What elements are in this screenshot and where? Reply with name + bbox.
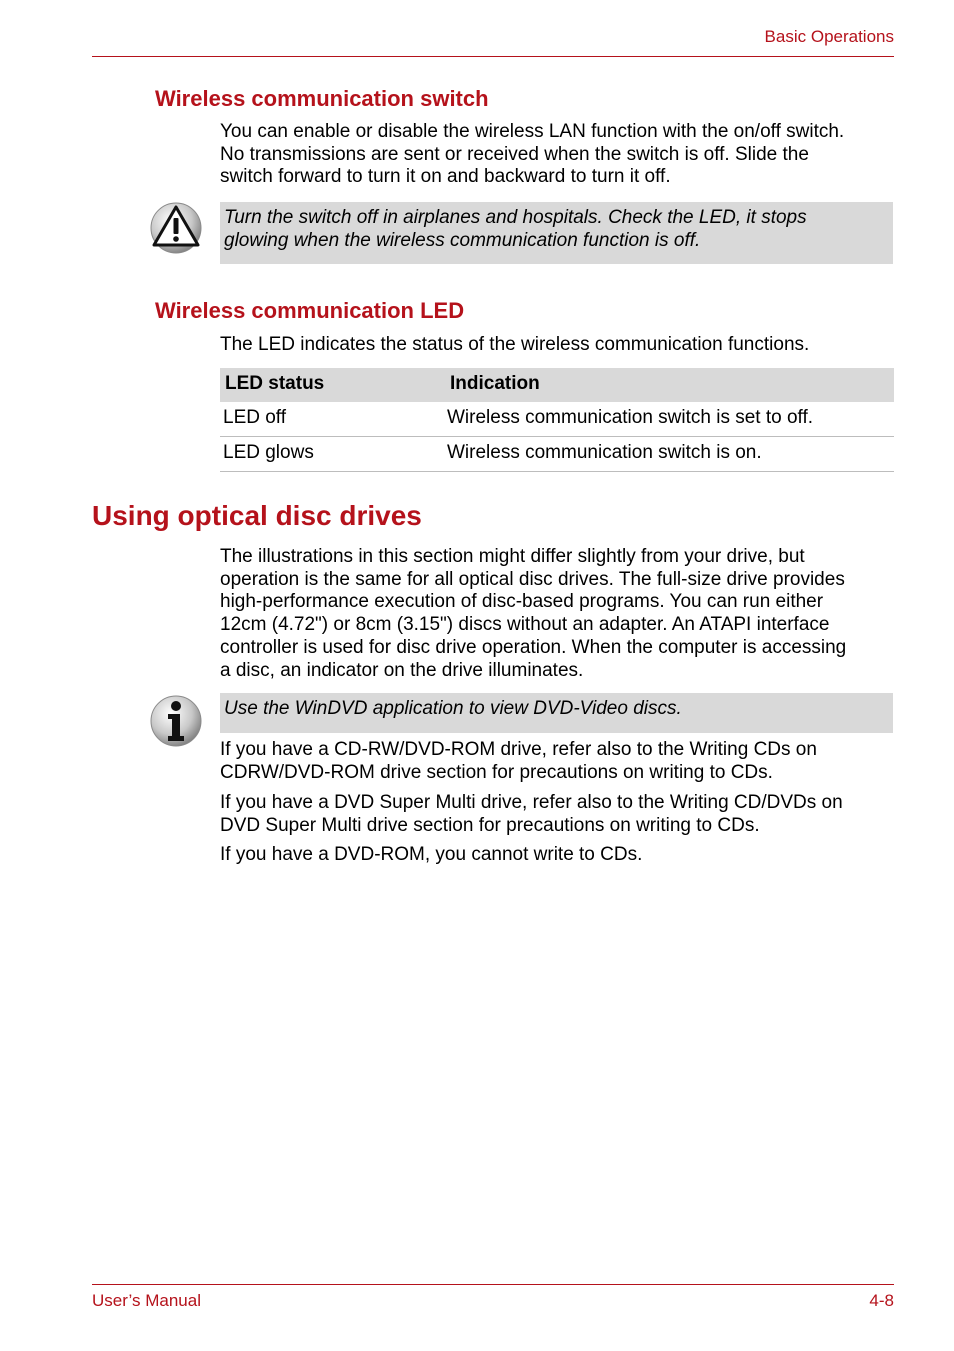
- info-icon: [149, 694, 203, 753]
- table-header-row: [220, 368, 894, 402]
- running-header: Basic Operations: [764, 27, 894, 46]
- text-line: controller is used for disc drive operation. When the computer is accessing: [220, 636, 847, 658]
- optical-body: [220, 546, 900, 682]
- note-callout: [220, 693, 893, 733]
- warning-triangle-icon: [149, 201, 203, 260]
- paragraph-dvdrom: If you have a DVD-ROM, you cannot write to CDs.: [220, 844, 643, 865]
- heading-optical-drives: Using optical disc drives: [92, 500, 422, 531]
- wireless-switch-body: [220, 121, 900, 189]
- text-line: No transmissions are sent or received when the switch is off. Slide the: [220, 143, 809, 165]
- page-number: 4-8: [869, 1291, 894, 1310]
- header-rule: [92, 56, 894, 57]
- column-header-indication: Indication: [450, 373, 540, 394]
- table-cell: LED glows: [223, 442, 314, 463]
- paragraph-cdrw: [220, 739, 900, 784]
- text-line: You can enable or disable the wireless LAN function with the on/off switch.: [220, 121, 845, 142]
- table-cell: Wireless communication switch is set to off.: [447, 407, 814, 428]
- callout-line: glowing when the wireless communication function is off.: [224, 229, 701, 251]
- text-line: DVD Super Multi drive section for precautions on writing to CDs.: [220, 814, 760, 836]
- table-cell: LED off: [223, 407, 287, 428]
- text-line: If you have a DVD Super Multi drive, refer also to the Writing CD/DVDs on: [220, 792, 843, 813]
- text-line: switch forward to turn it on and backward to turn it off.: [220, 166, 671, 188]
- paragraph-super-multi: [220, 792, 900, 837]
- table-row: [220, 437, 894, 472]
- column-header-led-status: LED status: [225, 373, 325, 394]
- text-line: high-performance execution of disc-based programs. You can run either: [220, 591, 824, 613]
- text-line: The illustrations in this section might differ slightly from your drive, but: [220, 546, 805, 567]
- wireless-led-intro: The LED indicates the status of the wireless communication functions.: [220, 334, 810, 355]
- heading-wireless-led: Wireless communication LED: [155, 298, 465, 323]
- footer-rule: [92, 1284, 894, 1285]
- footer-title: User’s Manual: [92, 1291, 201, 1310]
- text-line: 12cm (4.72") or 8cm (3.15") discs without an adapter. An ATAPI interface: [220, 614, 830, 636]
- table-row: [220, 402, 894, 437]
- table-cell: Wireless communication switch is on.: [447, 442, 762, 463]
- led-status-table: [220, 368, 894, 472]
- callout-line: Turn the switch off in airplanes and hospitals. Check the LED, it stops: [224, 207, 807, 228]
- text-line: CDRW/DVD-ROM drive section for precautions on writing to CDs.: [220, 761, 773, 783]
- heading-wireless-switch: Wireless communication switch: [155, 86, 489, 111]
- text-line: If you have a CD-RW/DVD-ROM drive, refer also to the Writing CDs on: [220, 739, 817, 760]
- text-line: a disc, an indicator on the drive illuminates.: [220, 659, 584, 681]
- text-line: operation is the same for all optical disc drives. The full-size drive provides: [220, 568, 845, 590]
- caution-callout: [220, 202, 893, 264]
- callout-line: Use the WinDVD application to view DVD-Video discs.: [224, 698, 682, 719]
